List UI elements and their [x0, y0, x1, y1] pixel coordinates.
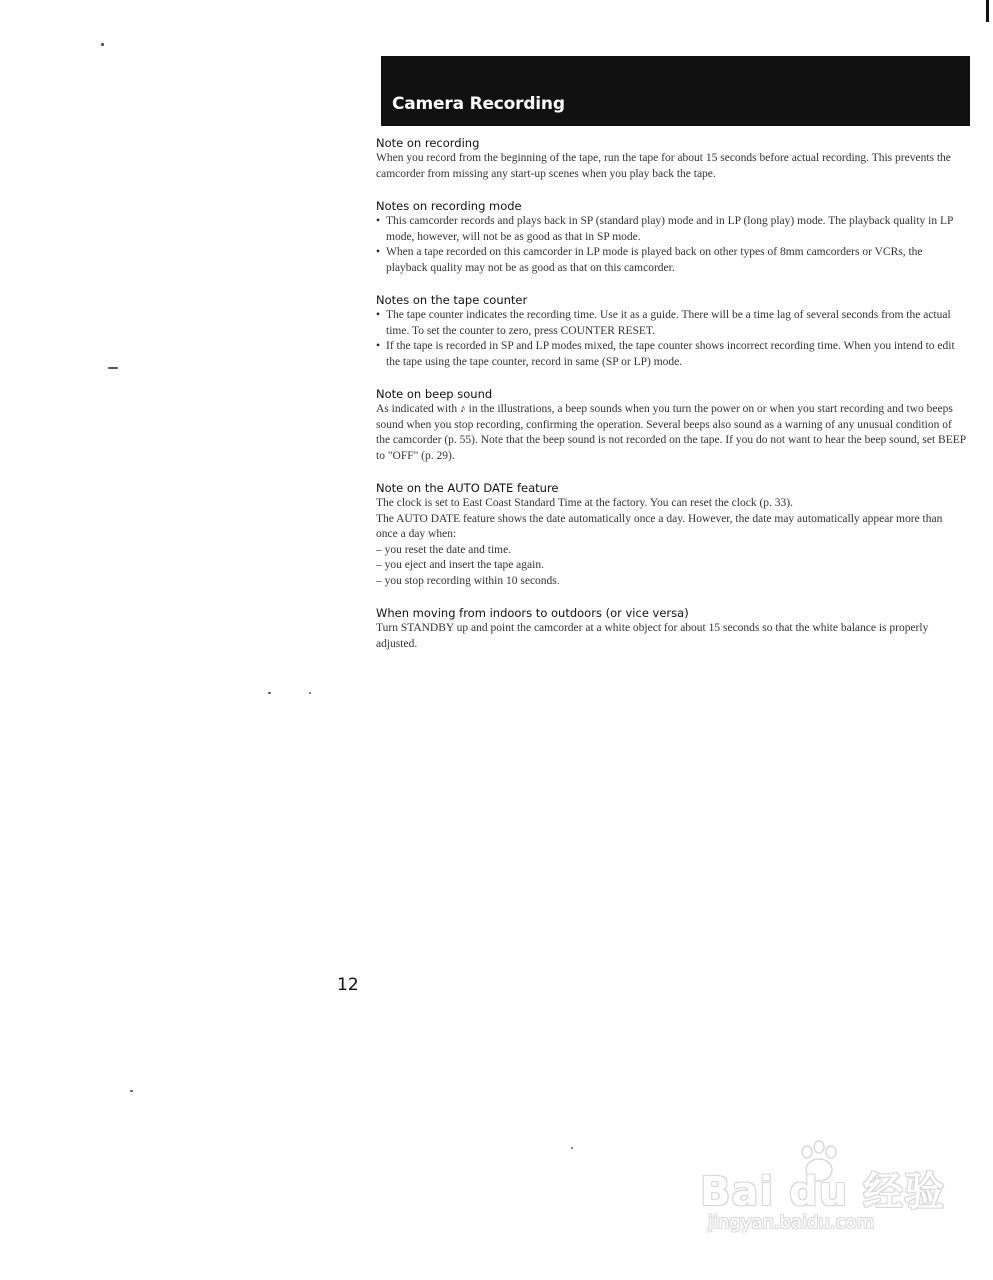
- section-beep-sound: [376, 387, 966, 464]
- baidu-watermark: [700, 1140, 950, 1260]
- page-title: Camera Recording: [392, 94, 565, 114]
- scan-speck: [268, 692, 271, 694]
- bullet-item: • When a tape recorded on this camcorder in LP mode is played back on other types of 8mm camcorders or VCRs, the playback quality may not be as good as that on this camcorder.: [376, 245, 966, 276]
- bullet-list: [376, 214, 966, 276]
- section-text: Turn STANDBY up and point the camcorder at a white object for about 15 seconds so that the white balance is properly adjusted.: [376, 622, 929, 650]
- scan-speck: [571, 1147, 573, 1149]
- section-text: When you record from the beginning of the tape, run the tape for about 15 seconds before actual recording. This prevents the camcorder from missing any start-up scenes when you play back the tape.: [376, 152, 951, 180]
- section-heading: Note on beep sound: [376, 387, 493, 401]
- bullet-list: [376, 308, 966, 370]
- section-tape-counter: [376, 293, 966, 370]
- page-edge-mark: [986, 0, 989, 22]
- section-text: The AUTO DATE feature shows the date automatically once a day. However, the date may automatically appear more than once a day when:: [376, 512, 943, 540]
- dash-item: – you reset the date and time.: [376, 543, 512, 556]
- scan-speck: [309, 692, 311, 694]
- section-indoors-outdoors: [376, 606, 966, 652]
- section-header-bar: [381, 56, 970, 126]
- section-auto-date: [376, 481, 966, 589]
- watermark-logo: Bai du 经验: [700, 1169, 946, 1215]
- section-heading: Note on the AUTO DATE feature: [376, 481, 559, 495]
- section-heading: Notes on the tape counter: [376, 293, 528, 307]
- scan-speck: [108, 367, 118, 369]
- dash-item: – you stop recording within 10 seconds.: [376, 574, 560, 587]
- section-heading: When moving from indoors to outdoors (or vice versa): [376, 606, 689, 620]
- manual-content: [376, 136, 966, 669]
- page-number: 12: [337, 975, 359, 995]
- section-text: As indicated with ♪ in the illustrations, a beep sounds when you turn the power on or when you start recording and two beeps sound when you stop recording, confirming the operation. Several beeps also sound as a warning of any unusual condition of the camcorder (p. 55). Note that the beep sound is not recorded on the tape. If you do not want to hear the beep sound, set BEEP to "OFF" (p. 29).: [376, 403, 966, 462]
- section-note-on-recording: [376, 136, 966, 182]
- scan-speck: [130, 1090, 133, 1092]
- bullet-item: • If the tape is recorded in SP and LP modes mixed, the tape counter shows incorrect recording time. When you intend to edit the tape using the tape counter, record in same (SP or LP) mode.: [376, 339, 966, 370]
- scan-speck: [101, 43, 104, 46]
- watermark-url: jingyan.baidu.com: [708, 1212, 875, 1233]
- section-heading: Note on recording: [376, 136, 480, 150]
- bullet-item: • The tape counter indicates the recording time. Use it as a guide. There will be a time lag of several seconds from the actual time. To set the counter to zero, press COUNTER RESET.: [376, 308, 966, 339]
- dash-item: – you eject and insert the tape again.: [376, 559, 544, 571]
- section-text: The clock is set to East Coast Standard Time at the factory. You can reset the clock (p. 33).: [376, 497, 793, 509]
- bullet-item: • This camcorder records and plays back in SP (standard play) mode and in LP (long play) mode. The playback quality in LP mode, however, will not be as good as that in SP mode.: [376, 214, 966, 245]
- section-heading: Notes on recording mode: [376, 199, 522, 213]
- section-recording-mode: [376, 199, 966, 276]
